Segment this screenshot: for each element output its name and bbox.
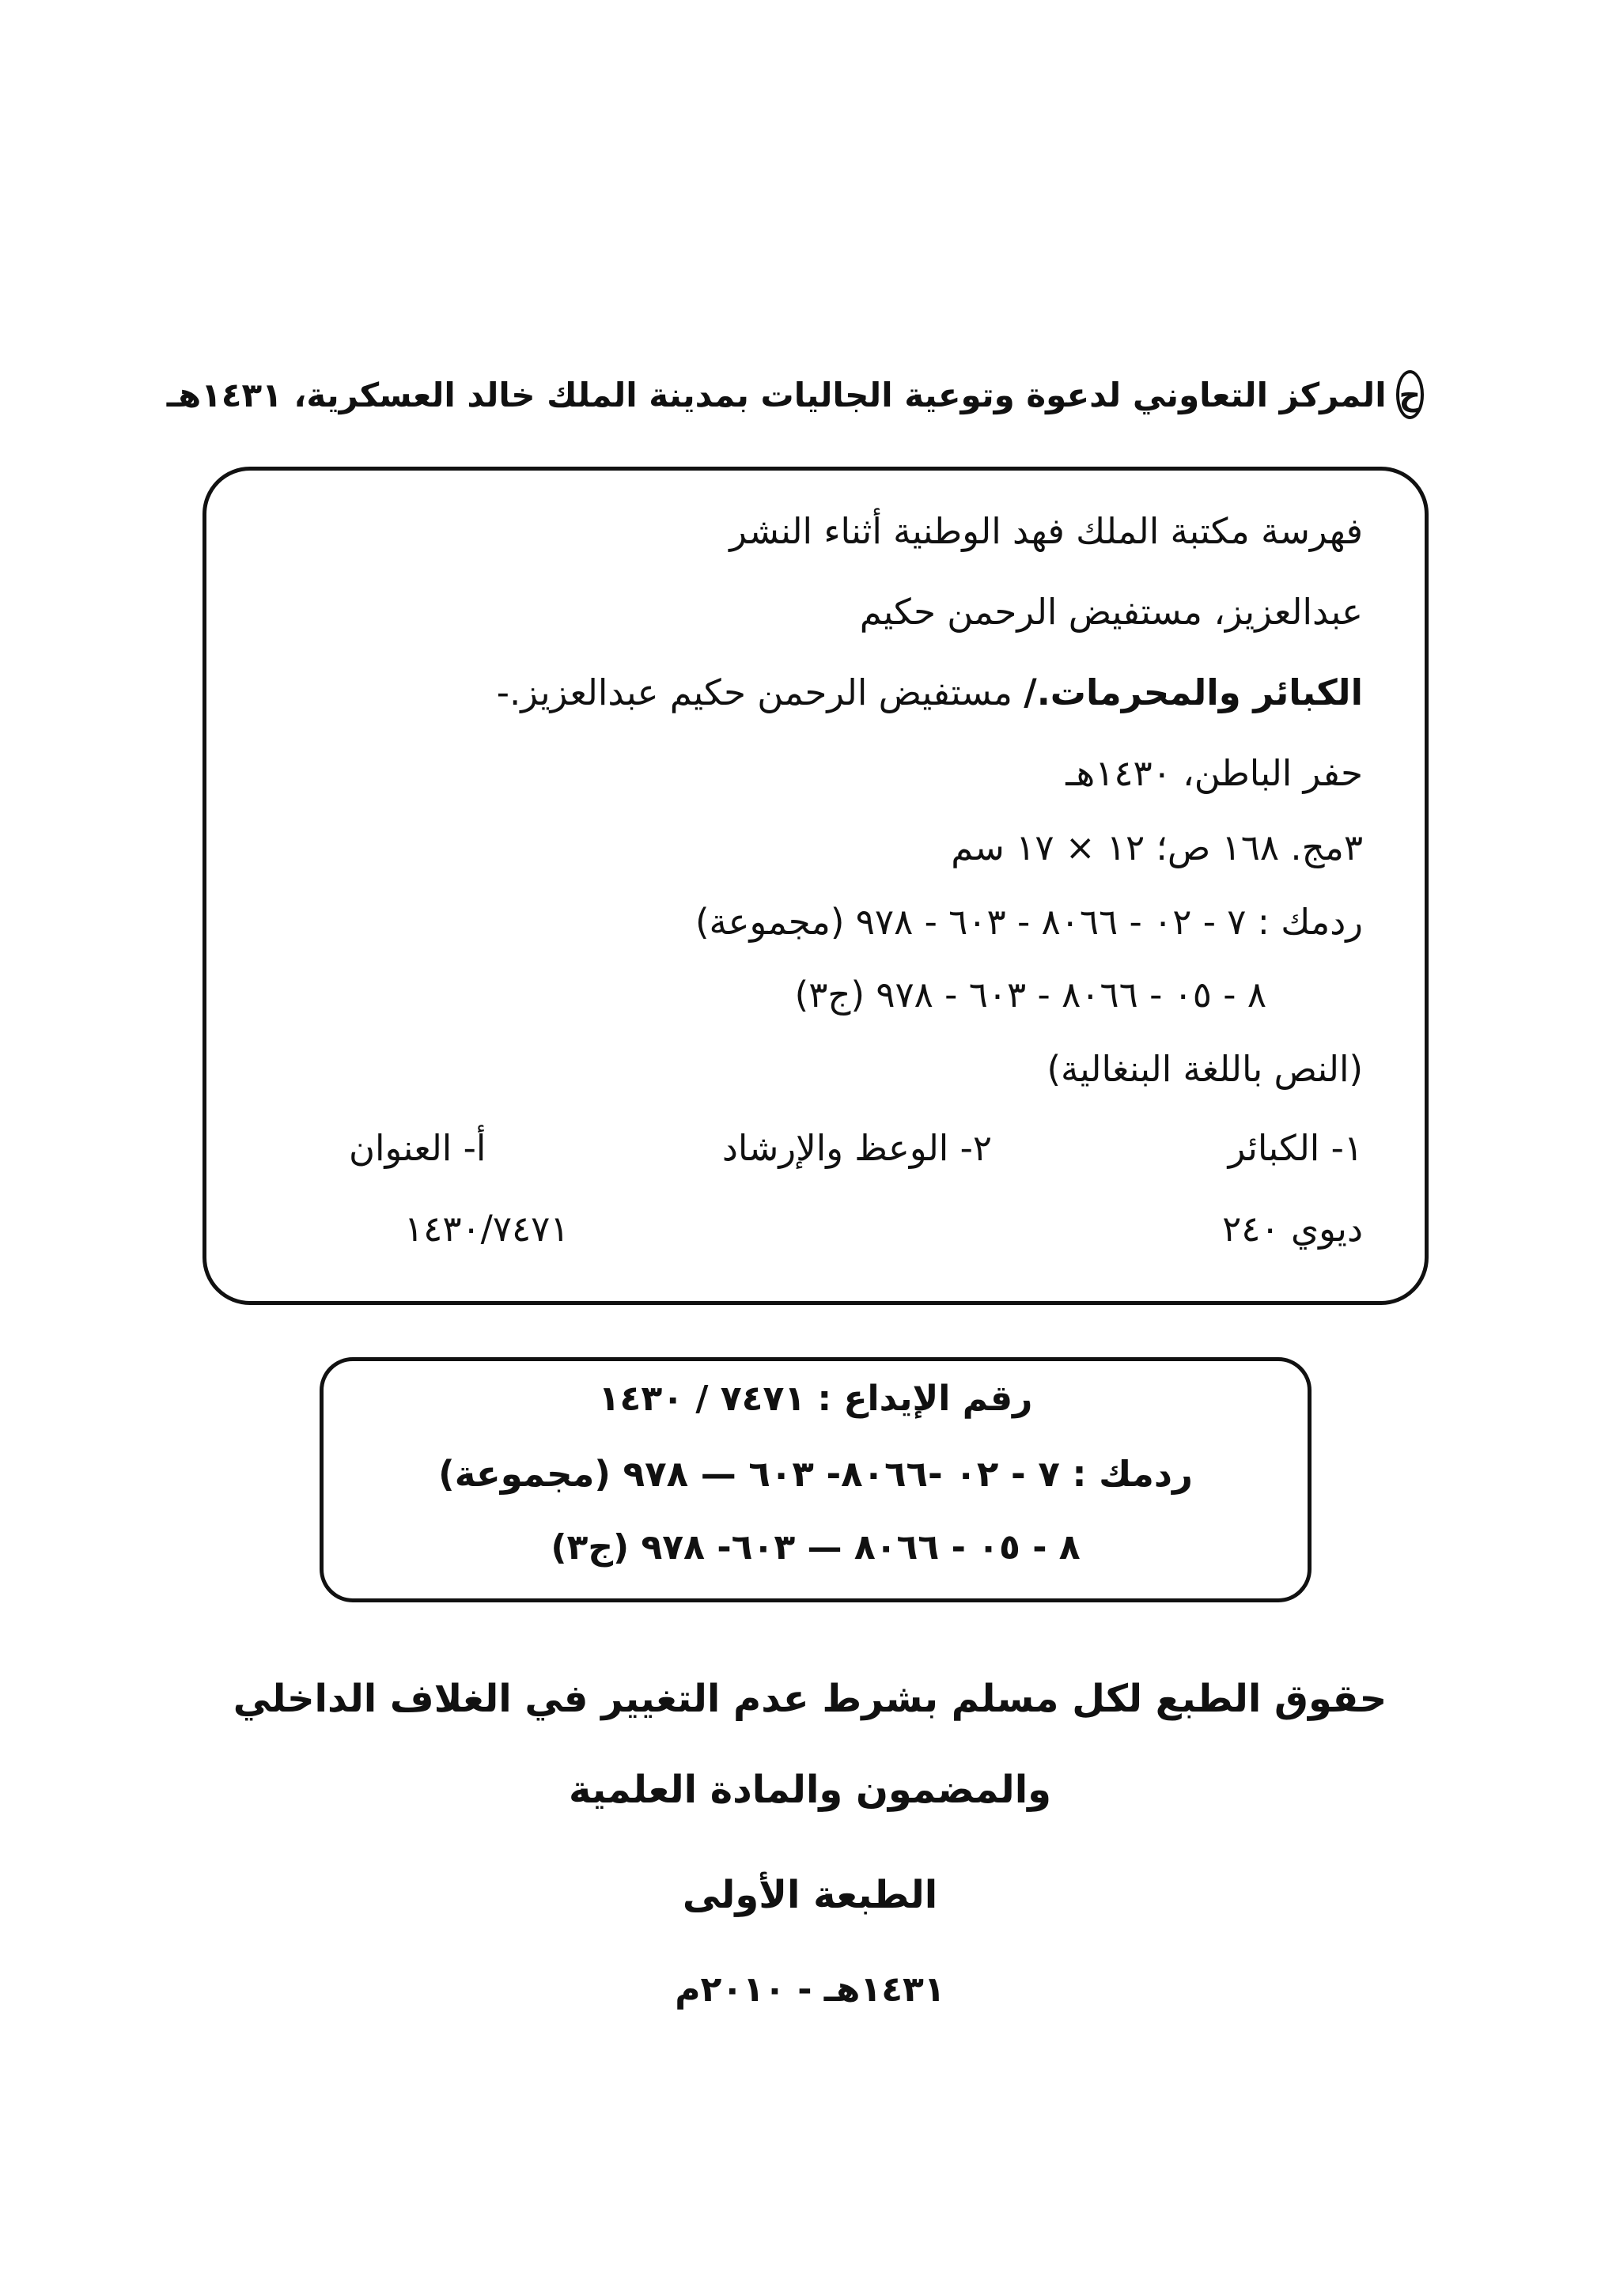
catalog-subjects <box>349 1127 1363 1169</box>
catalog-note: (النص باللغة البنغالية) <box>1047 1048 1363 1090</box>
catalog-deposit-code: ١٤٣٠/٧٤٧١ <box>404 1208 570 1250</box>
catalog-dewey: ديوي ٢٤٠ <box>1222 1208 1363 1250</box>
copyright-text: المركز التعاوني لدعوة وتوعية الجاليات بمدينة الملك خالد العسكرية، ١٤٣١هـ <box>166 375 1387 414</box>
deposit-isbn-vol: ٨ - ٠٥ - ٨٠٦٦ — ٦٠٣- ٩٧٨ (ج٣) <box>551 1527 1081 1568</box>
rights-line-1: حقوق الطبع لكل مسلم بشرط عدم التغيير في الغلاف الداخلي <box>233 1677 1387 1721</box>
catalog-title-rest: مستفيض الرحمن حكيم عبدالعزيز.- <box>496 671 1024 713</box>
catalog-isbn-vol: ٨ - ٠٥ - ٨٠٦٦ - ٦٠٣ - ٩٧٨ (ج٣) <box>794 974 1266 1016</box>
catalog-subject-2: ٢- الوعظ والإرشاد <box>721 1127 993 1169</box>
catalog-isbn-set: ردمك : ٧ - ٠٢ - ٨٠٦٦ - ٦٠٣ - ٩٧٨ (مجموعة) <box>695 901 1363 943</box>
catalog-subject-1: ١- الكبائر <box>1228 1127 1363 1169</box>
catalog-title-bold: الكبائر والمحرمات./ <box>1024 671 1363 713</box>
catalog-classification <box>349 1208 1363 1250</box>
catalog-place: حفر الباطن، ١٤٣٠هـ <box>1065 752 1363 794</box>
copyright-line <box>166 370 1424 419</box>
catalog-title-line <box>497 671 1363 713</box>
deposit-number: رقم الإيداع : ٧٤٧١ / ١٤٣٠ <box>598 1379 1033 1419</box>
catalog-subject-title: أ- العنوان <box>349 1127 486 1169</box>
catalog-author: عبدالعزيز، مستفيض الرحمن حكيم <box>859 591 1363 633</box>
deposit-isbn-set: ردمك : ٧ - ٠٢ -٨٠٦٦- ٦٠٣ — ٩٧٨ (مجموعة) <box>438 1453 1193 1495</box>
rights-line-2: والمضمون والمادة العلمية <box>569 1768 1051 1812</box>
catalog-physical: ٣مج. ١٦٨ ص؛ ١٢ × ١٧ سم <box>951 826 1363 868</box>
edition-label: الطبعة الأولى <box>682 1873 938 1917</box>
catalog-heading: فهرسة مكتبة الملك فهد الوطنية أثناء النشر <box>729 510 1363 552</box>
copyright-symbol: ح <box>1396 370 1424 419</box>
edition-date: ١٤٣١هـ - ٢٠١٠م <box>675 1969 945 2010</box>
catalog-box <box>202 467 1429 1305</box>
deposit-box <box>320 1357 1312 1602</box>
